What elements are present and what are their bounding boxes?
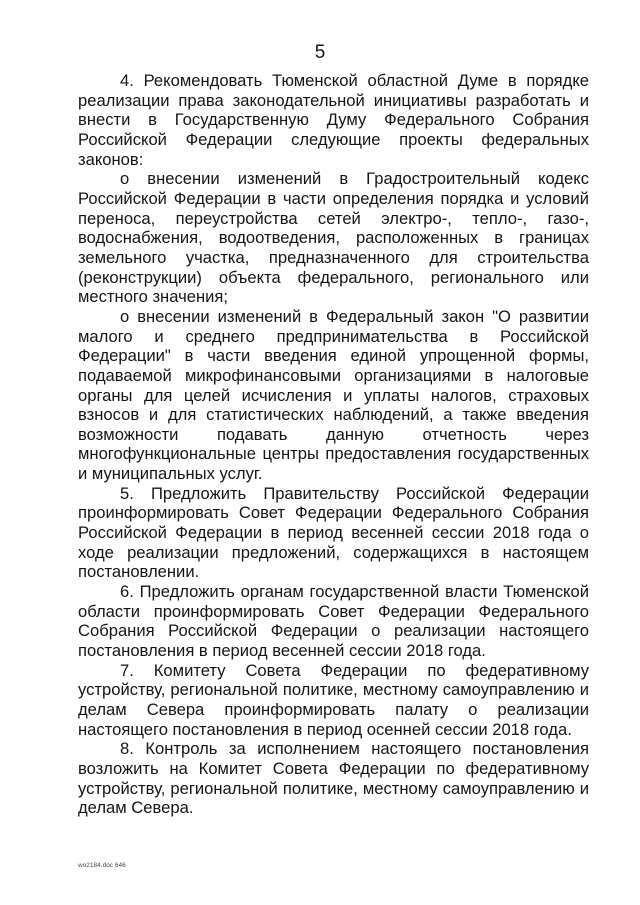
- paragraph-8: 8. Контроль за исполнением настоящего постановления возложить на Комитет Совета Федерации по федеративному устройству, региональной политике, местному самоуправлению и делам Севера.: [78, 739, 589, 818]
- paragraph-5: 5. Предложить Правительству Российской Федерации проинформировать Совет Федерации Федерального Собрания Российской Федерации в период весенней сессии 2018 года о ходе реализации предложений, содержащихся в настоящем постановлении.: [78, 483, 589, 582]
- footer-file-code: wo2184.doc 646: [78, 862, 126, 869]
- paragraph-4-item-2: о внесении изменений в Федеральный закон "О развитии малого и среднего предпринимательства в Российской Федерации" в части введения единой упрощенной формы, подаваемой микрофинансовыми организациями в налоговые органы для целей исчисления и уплаты налогов, страховых взносов и для статистических наблюдений, а также введения возможности подавать данную отчетность через многофункциональные центры предоставления государственных и муниципальных услуг.: [78, 306, 589, 484]
- paragraph-7: 7. Комитету Совета Федерации по федеративному устройству, региональной политике, местному самоуправлению и делам Севера проинформировать палату о реализации настоящего постановления в период осенней сессии 2018 года.: [78, 660, 589, 739]
- document-body: [78, 71, 589, 818]
- paragraph-4-item-1: о внесении изменений в Градостроительный кодекс Российской Федерации в части определения порядка и условий переноса, переустройства сетей электро-, тепло-, газо-, водоснабжения, водоотведения, расположенных в границах земельного участка, предназначенного для строительства (реконструкции) объекта федерального, регионального или местного значения;: [78, 169, 589, 307]
- page-number: 5: [314, 42, 326, 63]
- paragraph-6: 6. Предложить органам государственной власти Тюменской области проинформировать Совет Федерации Федерального Собрания Российской Федерации о реализации настоящего постановления в период весенней сессии 2018 года.: [78, 582, 589, 661]
- paragraph-4: 4. Рекомендовать Тюменской областной Думе в порядке реализации права законодательной инициативы разработать и внести в Государственную Думу Федерального Собрания Российской Федерации следующие проекты федеральных законов:: [78, 71, 589, 169]
